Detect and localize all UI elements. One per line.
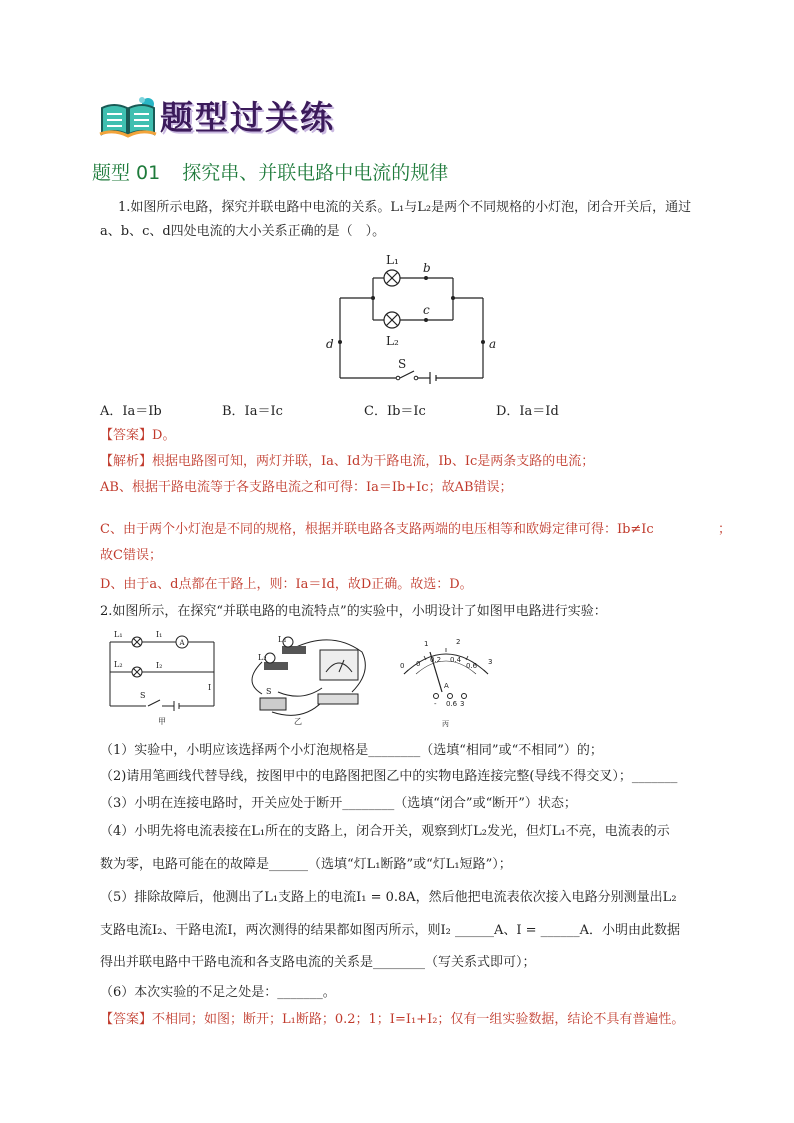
q2-s5a: （5）排除故障后，他测出了L₁支路上的电流I₁ = 0.8A，然后他把电流表依次接入电路分别测量出L₂ (100, 890, 677, 905)
answer-text: D。 (152, 428, 176, 443)
open-book-icon (98, 96, 158, 138)
q1-circuit-diagram (318, 250, 508, 385)
label-s: S (398, 357, 407, 371)
bing-bot-3: 0.6 (466, 662, 478, 670)
analysis-line1: 根据电路图可知，两灯并联，Ia、Id为干路电流，Ib、Ic是两条支路的电流； (152, 454, 595, 469)
answer-tag: 【答案】 (100, 428, 153, 443)
jia-i1: I₁ (156, 630, 163, 639)
jia-i2: I₂ (156, 661, 163, 670)
bing-term-3: 3 (460, 700, 465, 708)
banner-icon-wrap (98, 96, 158, 138)
yi-caption: 乙 (294, 717, 302, 726)
bing-bot-2: 0.4 (450, 656, 462, 664)
section-heading (92, 158, 448, 185)
q2-answer (100, 1010, 684, 1030)
jia-l1: L₁ (114, 630, 123, 639)
label-c: c (423, 303, 430, 317)
q1-line1: 1.如图所示电路，探究并联电路中电流的关系。L₁与L₂是两个不同规格的小灯泡，闭合开关后，通过 (118, 200, 692, 215)
bing-top-2: 2 (456, 638, 461, 646)
q1-analysis4: 故C错误； (100, 548, 162, 563)
q2-answer-text: 不相同；如图；断开；L₁断路；0.2；1；I=I₁+I₂；仅有一组实验数据，结论不具有普遍性。 (152, 1012, 685, 1027)
q2-s2: （2)请用笔画线代替导线，按图甲中的电路图把图乙中的实物电路连接完整(导线不得交叉）；_______ (100, 769, 678, 784)
q1-option-a: A．Ia＝Ib (100, 404, 162, 419)
label-d: d (326, 337, 334, 351)
bing-top-0: 0 (400, 662, 405, 670)
analysis-tag: 【解析】 (100, 454, 153, 469)
jia-l2: L₂ (114, 660, 123, 669)
q1-option-c: C．Ib＝Ic (364, 404, 426, 419)
q2-s1: （1）实验中，小明应该选择两个小灯泡规格是________（选填“相同”或“不相同”）的； (100, 743, 603, 758)
q2-s3: （3）小明在连接电路时，开关应处于断开________（选填“闭合”或“断开”）状态； (100, 796, 577, 811)
jia-caption: 甲 (158, 717, 166, 726)
q1-answer (100, 426, 175, 446)
banner-title: 题型过关练 (160, 98, 335, 137)
bing-top-3: 3 (488, 658, 493, 666)
bing-term-06: 0.6 (446, 700, 458, 708)
label-b: b (423, 261, 431, 275)
q2-s5c: 得出并联电路中干路电流和各支路电流的关系是________（写关系式即可）； (100, 955, 536, 970)
q2-figure-yi (232, 632, 382, 728)
bing-caption: 丙 (442, 720, 449, 728)
section-title: 探究串、并联电路中电流的规律 (182, 162, 449, 184)
q2-s4b: 数为零，电路可能在的故障是______（选填“灯L₁断路”或“灯L₁短路”）； (100, 857, 512, 872)
q1-option-b: B．Ia＝Ic (222, 404, 283, 419)
q1-analysis2: AB、根据干路电流等于各支路电流之和可得：Ia＝Ib+Ic；故AB错误； (100, 480, 513, 495)
jia-meter: A (179, 639, 185, 647)
q2-s5b: 支路电流I₂、干路电流I，两次测得的结果都如图丙所示，则I₂ ______A、I = ______A．小明由此数据 (100, 923, 681, 938)
q1-analysis5: D、由于a、d点都在干路上，则：Ia＝Id，故D正确。故选：D。 (100, 577, 473, 592)
yi-l1: L₁ (278, 635, 287, 644)
q1-analysis1 (100, 452, 594, 472)
bing-bot-1: 0.2 (430, 656, 442, 664)
q2-s6: （6）本次实验的不足之处是：_______。 (100, 985, 336, 1000)
q2-intro: 2.如图所示，在探究“并联电路的电流特点”的实验中，小明设计了如图甲电路进行实验： (100, 604, 607, 619)
bing-term-neg: - (434, 700, 437, 708)
section-number: 题型 01 (92, 162, 161, 184)
jia-s: S (140, 691, 146, 700)
label-l2: L₂ (386, 334, 399, 348)
bing-bot-0: 0 (416, 660, 421, 668)
q1-analysis3: C、由于两个小灯泡是不同的规格，根据并联电路各支路两端的电压相等和欧姆定律可得：Ib≠Ic (100, 522, 654, 537)
q1-line2: a、b、c、d四处电流的大小关系正确的是（ ）。 (100, 224, 386, 239)
q1-analysis3-end: ； (718, 522, 732, 537)
yi-l2: L₂ (258, 653, 267, 662)
q2-s4a: （4）小明先将电流表接在L₁所在的支路上，闭合开关，观察到灯L₂发光，但灯L₁不亮，电流表的示 (100, 824, 670, 839)
bing-unit: A (444, 682, 449, 690)
label-a: a (489, 337, 497, 351)
yi-s: S (266, 687, 272, 696)
q2-answer-tag: 【答案】 (100, 1012, 153, 1027)
q2-figure-bing (394, 634, 500, 730)
q2-figure-jia (104, 628, 224, 728)
jia-i: I (208, 683, 212, 692)
q1-option-d: D．Ia＝Id (496, 404, 559, 419)
bing-top-1: 1 (424, 640, 429, 648)
label-l1: L₁ (386, 253, 399, 267)
